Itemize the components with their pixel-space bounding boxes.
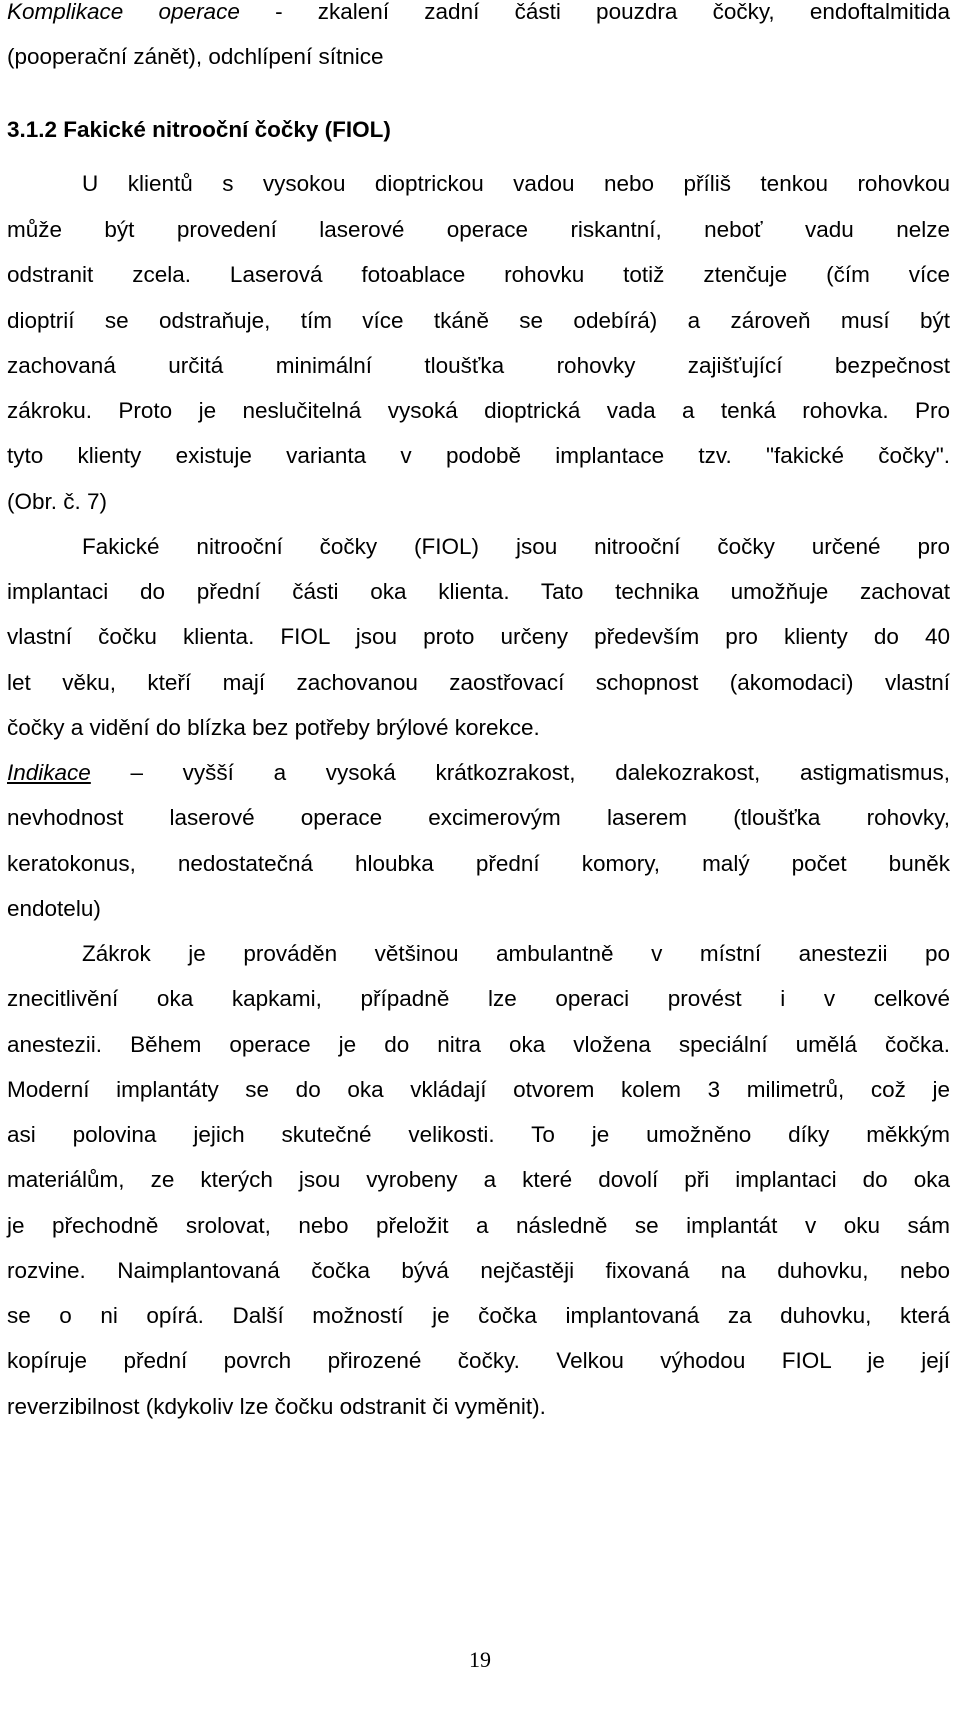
paragraph-line: odstranit zcela. Laserová fotoablace rohovku totiž ztenčuje (čím více <box>7 262 950 287</box>
paragraph-line: Fakické nitrooční čočky (FIOL) jsou nitrooční čočky určené pro <box>82 534 950 559</box>
page-number: 19 <box>469 1647 491 1672</box>
paragraph-line: čočky a vidění do blízka bez potřeby brýlové korekce. <box>7 715 540 740</box>
paragraph-line: materiálům, ze kterých jsou vyrobeny a které dovolí při implantaci do oka <box>7 1167 950 1192</box>
paragraph-line: let věku, kteří mají zachovanou zaostřovací schopnost (akomodaci) vlastní <box>7 670 950 695</box>
paragraph-line: zákroku. Proto je neslučitelná vysoká dioptrická vada a tenká rohovka. Pro <box>7 398 950 423</box>
paragraph-line: endotelu) <box>7 896 101 921</box>
indications-line-1 <box>7 758 950 788</box>
paragraph-line: kopíruje přední povrch přirozené čočky. Velkou výhodou FIOL je její <box>7 1348 950 1373</box>
paragraph-line: může být provedení laserové operace riskantní, neboť vadu nelze <box>7 217 950 242</box>
paragraph-line: Zákrok je prováděn většinou ambulantně v místní anestezii po <box>82 941 950 966</box>
paragraph-line: reverzibilnost (kdykoliv lze čočku odstranit či vyměnit). <box>7 1394 546 1419</box>
paragraph-line: keratokonus, nedostatečná hloubka přední komory, malý počet buněk <box>7 851 950 876</box>
paragraph-line: rozvine. Naimplantovaná čočka bývá nejčastěji fixovaná na duhovku, nebo <box>7 1258 950 1283</box>
paragraph-line: se o ni opírá. Další možností je čočka implantovaná za duhovku, která <box>7 1303 950 1328</box>
paragraph-line: tyto klienty existuje varianta v podobě implantace tzv. "fakické čočky". <box>7 443 950 468</box>
paragraph-line: je přechodně srolovat, nebo přeložit a následně se implantát v oku sám <box>7 1213 950 1238</box>
complications-line-2: (pooperační zánět), odchlípení sítnice <box>7 44 384 69</box>
indications-text: – vyšší a vysoká krátkozrakost, dalekozrakost, astigmatismus, <box>90 760 950 785</box>
paragraph-line: implantaci do přední části oka klienta. Tato technika umožňuje zachovat <box>7 579 950 604</box>
section-heading: 3.1.2 Fakické nitrooční čočky (FIOL) <box>7 117 391 142</box>
complications-label: Komplikace operace <box>7 0 240 24</box>
paragraph-line: U klientů s vysokou dioptrickou vadou nebo příliš tenkou rohovkou <box>82 171 950 196</box>
paragraph-line: asi polovina jejich skutečné velikosti. To je umožněno díky měkkým <box>7 1122 950 1147</box>
paragraph-line: nevhodnost laserové operace excimerovým laserem (tloušťka rohovky, <box>7 805 950 830</box>
complications-text: - zkalení zadní části pouzdra čočky, endoftalmitida <box>239 0 950 24</box>
paragraph-line: dioptrií se odstraňuje, tím více tkáně se odebírá) a zároveň musí být <box>7 308 950 333</box>
paragraph-line: zachovaná určitá minimální tloušťka rohovky zajišťující bezpečnost <box>7 353 950 378</box>
complications-line-1 <box>7 0 950 27</box>
paragraph-line: Moderní implantáty se do oka vkládají otvorem kolem 3 milimetrů, což je <box>7 1077 950 1102</box>
paragraph-line: znecitlivění oka kapkami, případně lze operaci provést i v celkové <box>7 986 950 1011</box>
paragraph-line: vlastní čočku klienta. FIOL jsou proto určeny především pro klienty do 40 <box>7 624 950 649</box>
paragraph-line: (Obr. č. 7) <box>7 489 108 514</box>
indications-label: Indikace <box>7 760 91 785</box>
paragraph-line: anestezii. Během operace je do nitra oka vložena speciální umělá čočka. <box>7 1032 950 1057</box>
